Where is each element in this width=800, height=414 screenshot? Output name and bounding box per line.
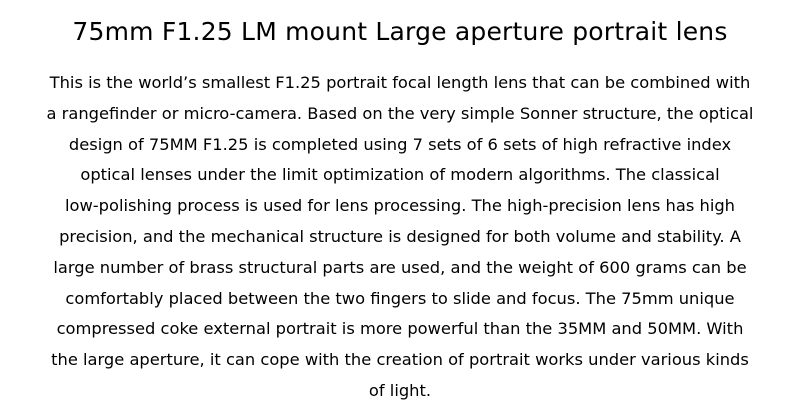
description-line: the large aperture, it can cope with the creation of portrait works under various kinds xyxy=(51,350,749,370)
description-line: low-polishing process is used for lens processing. The high-precision lens has high xyxy=(64,196,735,216)
description-line: comfortably placed between the two fingers to slide and focus. The 75mm unique xyxy=(65,288,735,308)
page-title: 75mm F1.25 LM mount Large aperture portrait lens xyxy=(72,17,728,46)
description-line: of light. xyxy=(368,380,432,400)
description-line: This is the world’s smallest F1.25 portrait focal length lens that can be combined with xyxy=(49,73,751,92)
description-line: compressed coke external portrait is more powerful than the 35MM and 50MM. With xyxy=(56,319,744,339)
description-line: precision, and the mechanical structure is designed for both volume and stability. A xyxy=(59,226,741,246)
description-line: a rangefinder or micro-camera. Based on the very simple Sonner structure, the optical xyxy=(46,103,754,123)
description-paragraph xyxy=(0,68,800,407)
description-line: design of 75MM F1.25 is completed using 7 sets of 6 sets of high refractive index xyxy=(68,134,732,154)
description-line: optical lenses under the limit optimization of modern algorithms. The classical xyxy=(80,165,720,185)
description-line: large number of brass structural parts are used, and the weight of 600 grams can be xyxy=(53,257,747,277)
